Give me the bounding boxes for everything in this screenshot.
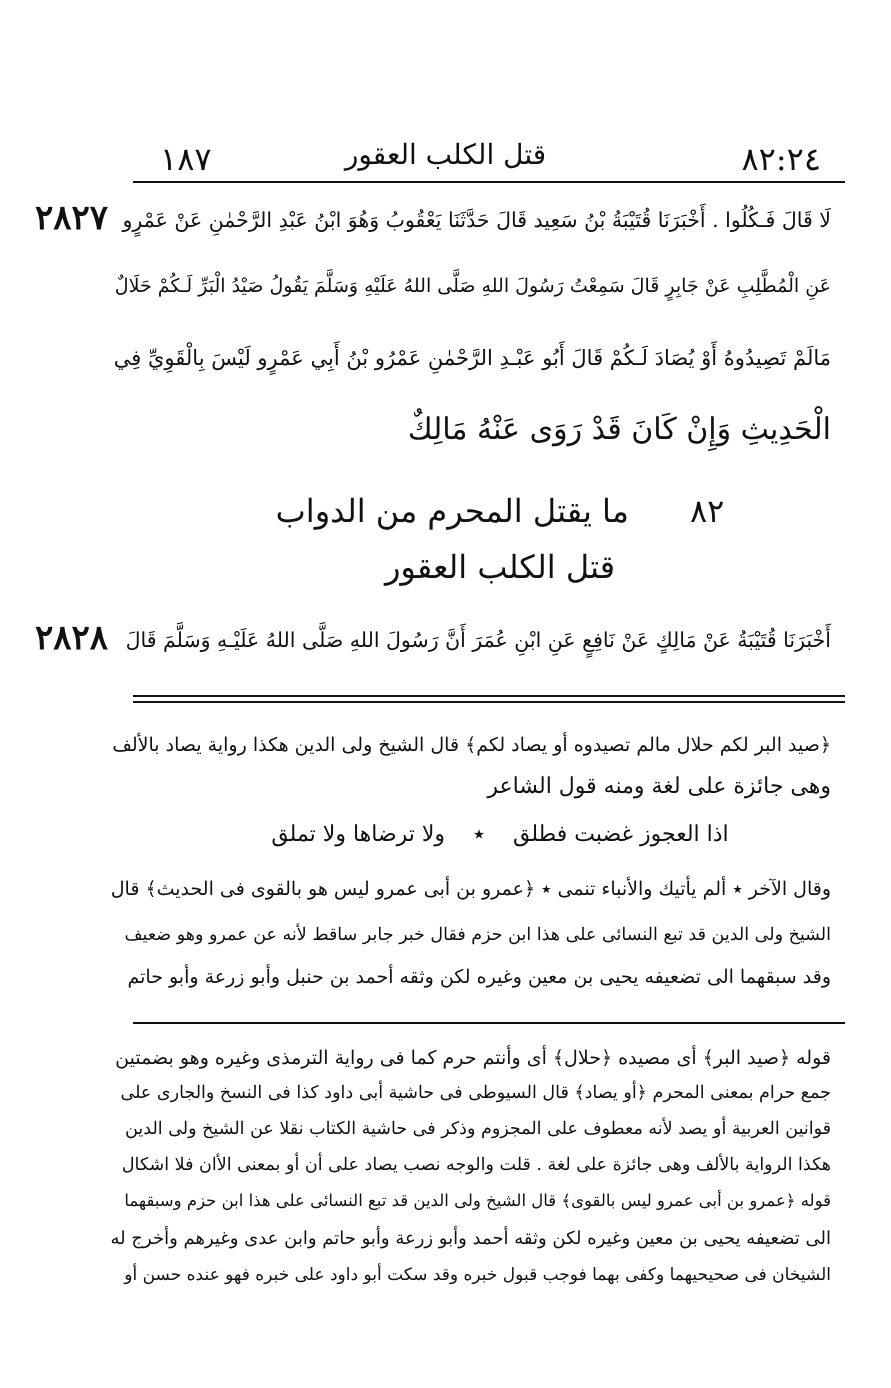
commentary-line-2: وهى جائزة على لغة ومنه قول الشاعر xyxy=(487,774,831,799)
hadith-2827-line-3: مَالَمْ تَصِيدُوهُ أَوْ يُصَادَ لَـكُمْ قَالَ أَبُو عَبْـدِ الرَّحْمٰنِ عَمْرُو بْنُ أَبِي عَمْرٍو لَيْسَ بِالْقَوِيِّ فِي xyxy=(113,346,831,370)
commentary-line-5: وقد سبقهما الى تضعيفه يحيى بن معين وغيره لكن وثقه أحمد بن حنبل وأبو زرعة وأبو حاتم xyxy=(127,966,831,988)
footnote-line-2: جمع حرام بمعنى المحرم ﴿أو يصاد﴾ قال السيوطى فى حاشية أبى داود كذا فى النسخ والجارى على xyxy=(120,1083,831,1103)
footnote-line-3: قوانين العربية أو يصد لأنه معطوف على المجزوم وذكر فى حاشية الكتاب نقلا عن الشيخ ولى الدين xyxy=(125,1119,831,1139)
chapter-reference: ٨٢:٢٤ xyxy=(741,140,821,178)
footnote-line-1: قوله ﴿صيد البر﴾ أى مصيده ﴿حلال﴾ أى وأنتم حرم كما فى رواية الترمذى وغيره وهو بضمتين xyxy=(115,1047,831,1069)
hadith-2827-line-2: عَنِ الْمُطَّلِبِ عَنْ جَابِرٍ قَالَ سَمِعْتُ رَسُولَ اللهِ صَلَّى اللهُ عَلَيْهِ وَسَلَّمَ يَقُولُ صَيْدُ الْبَرِّ لَـكُمْ حَلَالٌ xyxy=(114,275,831,297)
commentary-line-1: ﴿صيد البر لكم حلال مالم تصيدوه أو يصاد لكم﴾ قال الشيخ ولى الدين هكذا رواية يصاد بالألف xyxy=(112,734,831,756)
hadith-2827-line-4: الْحَدِيثِ وَإِنْ كَانَ قَدْ رَوَى عَنْهُ مَالِكٌ xyxy=(407,412,831,447)
chapter-subtitle: قتل الكلب العقور xyxy=(384,548,616,586)
commentary-line-3: وقال الآخر ٭ ألم يأتيك والأنباء تنمى ٭ ﴿عمرو بن أبى عمرو ليس هو بالقوى فى الحديث﴾ قال xyxy=(110,878,831,900)
hadith-2828-line: أَخْبَرَنَا قُتَيْبَةُ عَنْ مَالِكٍ عَنْ نَافِعٍ عَنِ ابْنِ عُمَرَ أَنَّ رَسُولَ اللهِ صَلَّى اللهُ عَلَيْـهِ وَسَلَّمَ قَالَ xyxy=(125,628,831,652)
chapter-heading xyxy=(120,492,880,530)
poetry-verse xyxy=(120,822,880,847)
section-rule-top xyxy=(133,695,845,697)
verse-separator: ٭ xyxy=(473,822,486,847)
hadith-number-2827: ٢٨٢٧ xyxy=(35,198,109,238)
verse-second-hemistich: ولا ترضاها ولا تملق xyxy=(271,822,446,847)
footnote-line-7: الشيخان فى صحيحيهما وكفى بهما فوجب قبول خبره وقد سكت أبو داود على خبره فهو عنده حسن أو xyxy=(124,1265,831,1285)
footnote-line-4: هكذا الرواية بالألف وهى جائزة على لغة . قلت والوجه نصب يصاد على أن أو بمعنى الأان فلا اشكال xyxy=(121,1155,831,1175)
header-rule xyxy=(133,181,845,183)
hadith-2827-line-1: لَا قَالَ فَـكُلُوا . أَخْبَرَنَا قُتَيْبَةُ بْنُ سَعِيد قَالَ حَدَّثَنَا يَعْقُوبُ وَهُوَ ابْنُ عَبْدِ الرَّحْمٰنِ عَنْ عَمْرٍو xyxy=(122,208,831,232)
verse-first-hemistich: اذا العجوز غضبت فطلق xyxy=(513,822,729,847)
footnote-line-6: الى تضعيفه يحيى بن معين وغيره لكن وثقه أحمد وأبو زرعة وأبو حاتم وابن عدى وغيرهم وأخرج له xyxy=(110,1228,831,1249)
hadith-number-2828: ٢٨٢٨ xyxy=(35,618,109,658)
commentary-line-4: الشيخ ولى الدين قد تبع النسائى على هذا ابن حزم فقال خبر جابر ساقط لأنه عن عمرو وهو ضعيف xyxy=(124,925,831,945)
page-number: ١٨٧ xyxy=(160,140,212,178)
footnote-rule xyxy=(133,1022,845,1024)
chapter-title: ما يقتل المحرم من الدواب xyxy=(275,492,629,530)
footnote-line-5: قوله ﴿عمرو بن أبى عمرو ليس بالقوى﴾ قال الشيخ ولى الدين قد تبع النسائى على هذا ابن حزم وسبقهما xyxy=(124,1191,831,1210)
section-rule-bottom xyxy=(133,701,845,703)
chapter-number: ٨٢ xyxy=(689,492,725,530)
running-title: قتل الكلب العقور xyxy=(344,138,547,171)
